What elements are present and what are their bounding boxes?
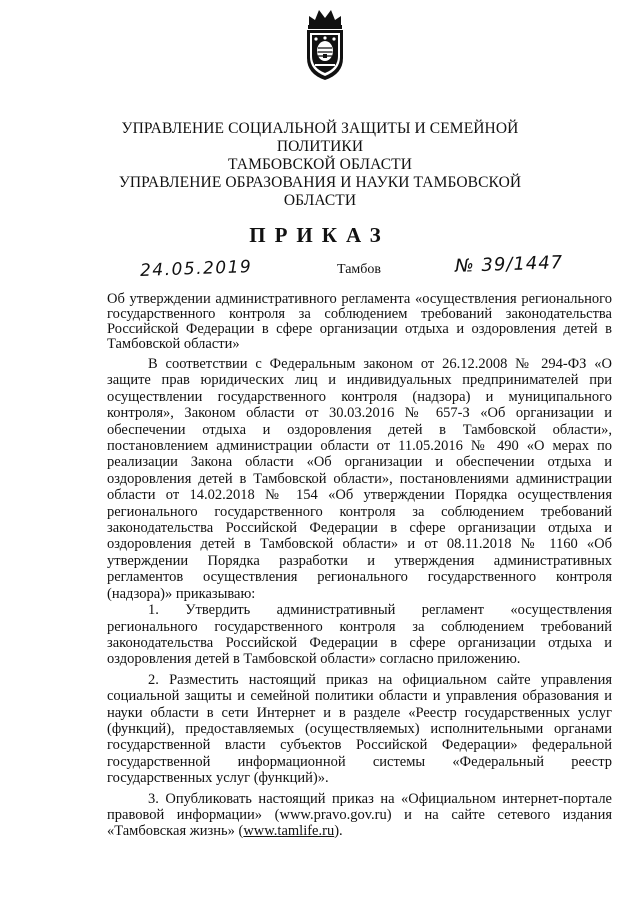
paragraph-3-end: ).: [334, 823, 343, 840]
tamlife-link[interactable]: www.tamlife.ru: [243, 823, 335, 840]
order-number-handwritten: № 39/1447: [454, 252, 564, 277]
body-paragraph-1: 1. Утвердить административный регламент «осуществления регионального государственного контроля за соблюдением требований законодательства Российской Федерации в сфере организации отдыха и оздоровления детей в Тамбовской области» согласно приложению.: [107, 602, 612, 668]
tambov-coat-of-arms-icon: [301, 6, 349, 82]
order-city: Тамбов: [337, 262, 382, 277]
order-subject: Об утверждении административного регламента «осуществления регионального государственного контроля за соблюдением требований законодательства Российской Федерации в сфере организации отдыха и оздоровления детей в Тамбовской области»: [107, 291, 612, 352]
header-line-3: ТАМБОВСКОЙ ОБЛАСТИ: [228, 156, 412, 173]
header-line-5: ОБЛАСТИ: [283, 192, 357, 209]
body-paragraph-3: [107, 791, 612, 840]
header-line-2: ПОЛИТИКИ: [276, 138, 364, 155]
header-line-1: УПРАВЛЕНИЕ СОЦИАЛЬНОЙ ЗАЩИТЫ И СЕМЕЙНОЙ: [121, 120, 519, 137]
body-paragraph-preamble: В соответствии с Федеральным законом от 26.12.2008 № 294-ФЗ «О защите прав юридических лиц и индивидуальных предпринимателей при осуществлении государственного контроля (надзора) и муниципального контроля», Законом области от 30.03.2016 № 657-З «Об организации и обеспечении отдыха и оздоровления детей в Тамбовской области», постановлением администрации области от 11.05.2016 № 490 «О мерах по реализации Закона области «Об организации и обеспечении отдыха и оздоровления детей в Тамбовской области», постановлениями администрации области от 14.02.2018 № 154 «Об утверждении Порядка осуществления регионального государственного контроля за соблюдением требований законодательства Российской Федерации в сфере организации отдыха и оздоровления детей в Тамбовской области» и от 08.11.2018 № 1160 «Об утверждении Порядка разработки и утверждения административных регламентов осуществления регионального государственного контроля (надзора)» приказываю:: [107, 356, 612, 602]
body-paragraph-2: 2. Разместить настоящий приказ на официальном сайте управления социальной защиты и семейной политики области и управления образования и науки области в сети Интернет и в разделе «Реестр государственных услуг (функций), предоставляемых (осуществляемых) исполнительными органами государственной власти субъектов Российской Федерации» федеральной государственной информационной системы «Федеральный реестр государственных услуг (функций)».: [107, 671, 612, 787]
order-date-handwritten: 24.05.2019: [139, 257, 253, 281]
document-title: ПРИКАЗ: [249, 223, 390, 247]
header-line-4: УПРАВЛЕНИЕ ОБРАЗОВАНИЯ И НАУКИ ТАМБОВСКОЙ: [118, 174, 522, 191]
paragraph-3-text: 3. Опубликовать настоящий приказ на «Официальном интернет-портале правовой информации» (www.pravo.gov.ru) и на сайте сетевого издания «Тамбовская жизнь» (: [107, 790, 612, 840]
document-body: [107, 356, 612, 840]
document-header: [90, 120, 550, 210]
